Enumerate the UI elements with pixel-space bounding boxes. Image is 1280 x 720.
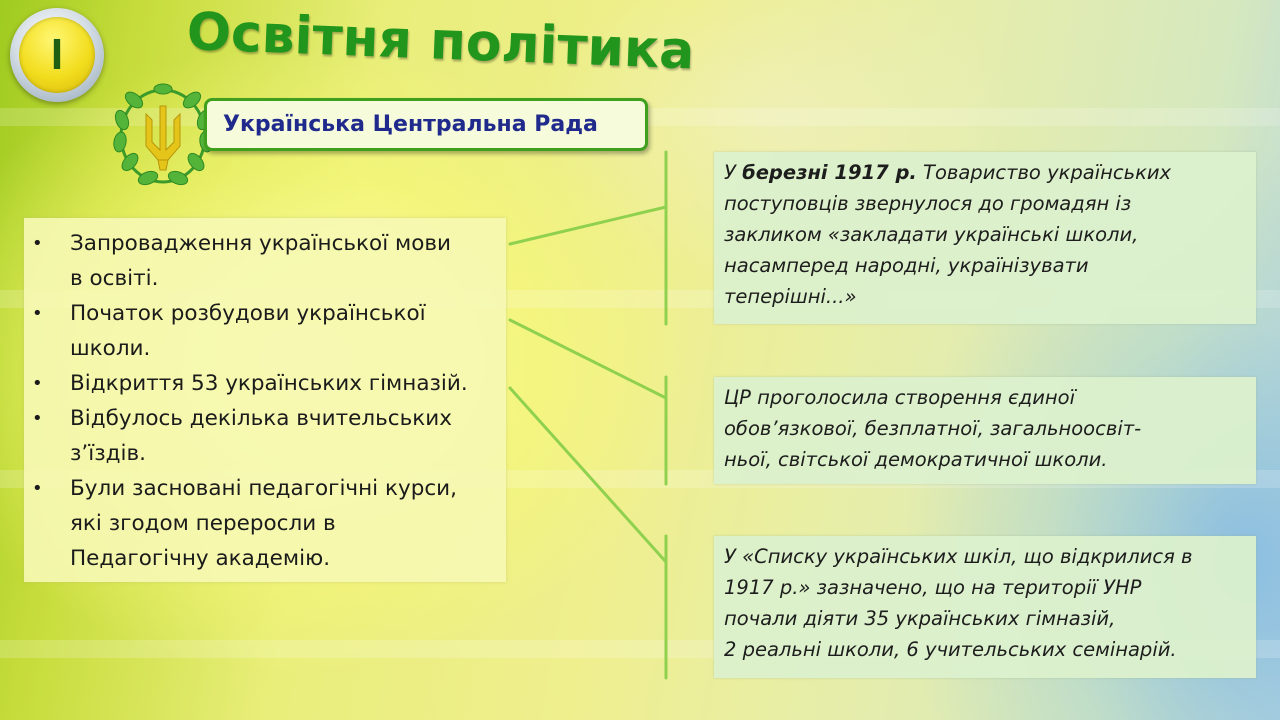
info-lead-bold: березні 1917 р.	[742, 161, 917, 184]
list-item	[32, 471, 488, 576]
info-box-line: У «Списку українських шкіл, що відкрилися в	[724, 545, 1193, 568]
list-item-text: які згодом переросли в	[70, 511, 336, 536]
list-item-text: в освіті.	[70, 266, 159, 291]
list-item-text: з’їздів.	[70, 441, 147, 466]
list-item	[32, 401, 488, 471]
bullet-marker: •	[32, 233, 43, 254]
list-item-text: Відбулось декілька вчительських	[70, 406, 452, 431]
info-box-school-list	[714, 536, 1256, 678]
info-box-line: почали діяти 35 українських гімназій,	[724, 607, 1116, 630]
connector-line	[510, 207, 666, 244]
info-lead-plain: У	[724, 161, 743, 184]
connector-line	[510, 388, 666, 562]
list-item-text: Запровадження української мови	[70, 231, 452, 256]
info-box-line: поступовців звернулося до громадян із	[724, 192, 1132, 215]
info-box-march-1917	[714, 152, 1256, 324]
info-box-line	[724, 157, 1246, 188]
list-item-text: Початок розбудови української	[70, 301, 426, 326]
list-item	[32, 366, 488, 401]
list-item-text: школи.	[70, 336, 151, 361]
bullet-marker: •	[32, 408, 43, 429]
subtitle: Українська Центральна Рада	[223, 112, 598, 137]
achievements-panel	[24, 218, 506, 582]
page-title: Освітня політика	[185, 2, 696, 82]
info-box-line: обов’язкової, безплатної, загальноосвіт-	[724, 417, 1142, 440]
list-item	[32, 226, 488, 296]
bullet-marker: •	[32, 373, 43, 394]
info-box-line: 1917 р.» зазначено, що на території УНР	[724, 576, 1142, 599]
info-box-line: теперішні...»	[724, 285, 857, 308]
list-item	[32, 296, 488, 366]
bullet-marker: •	[32, 303, 43, 324]
info-box-line: закликом «закладати українські школи,	[724, 223, 1139, 246]
info-box-line: ньої, світської демократичної школи.	[724, 448, 1108, 471]
slide-number: I	[19, 17, 95, 93]
bullet-marker: •	[32, 478, 43, 499]
info-box-line: 2 реальні школи, 6 учительських семінарій.	[724, 638, 1177, 661]
info-box-text: Товариство українських	[916, 161, 1172, 184]
list-item-text: Педагогічну академію.	[70, 546, 331, 571]
info-box-unified-school	[714, 377, 1256, 484]
connector-line	[510, 320, 666, 398]
info-box-line: ЦР проголосила створення єдиної	[724, 386, 1075, 409]
list-item-text: Відкриття 53 українських гімназій.	[70, 371, 468, 396]
info-box-line: насамперед народні, українізувати	[724, 254, 1089, 277]
achievements-list	[24, 218, 506, 576]
list-item-text: Були засновані педагогічні курси,	[70, 476, 457, 501]
